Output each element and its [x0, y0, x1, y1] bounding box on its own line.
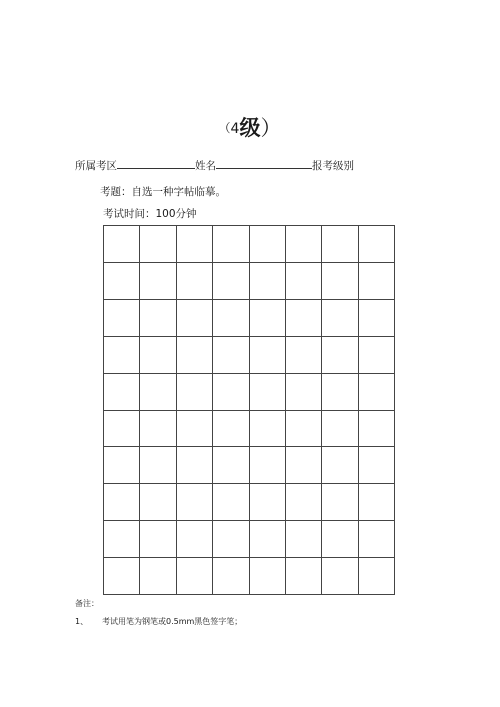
- grid-cell[interactable]: [286, 411, 322, 448]
- grid-cell[interactable]: [359, 521, 395, 558]
- grid-cell[interactable]: [286, 521, 322, 558]
- grid-cell[interactable]: [322, 521, 358, 558]
- name-label: 姓名: [195, 160, 216, 172]
- grid-cell[interactable]: [359, 447, 395, 484]
- grid-cell[interactable]: [213, 300, 249, 337]
- grid-cell[interactable]: [177, 374, 213, 411]
- grid-cell[interactable]: [177, 484, 213, 521]
- grid-cell[interactable]: [104, 337, 140, 374]
- grid-cell[interactable]: [177, 447, 213, 484]
- grid-cell[interactable]: [104, 226, 140, 263]
- grid-cell[interactable]: [177, 337, 213, 374]
- notes-label: 备注：: [75, 599, 99, 608]
- grid-cell[interactable]: [250, 558, 286, 595]
- note-text: 考试用笔为钢笔或0.5mm黑色签字笔；: [102, 617, 243, 626]
- grid-cell[interactable]: [213, 447, 249, 484]
- writing-grid: [103, 225, 395, 595]
- grid-cell[interactable]: [250, 411, 286, 448]
- grid-cell[interactable]: [322, 374, 358, 411]
- grid-cell[interactable]: [140, 411, 176, 448]
- grid-cell[interactable]: [359, 558, 395, 595]
- grid-cell[interactable]: [250, 337, 286, 374]
- title-grade-word: 级: [239, 116, 261, 140]
- grid-cell[interactable]: [177, 300, 213, 337]
- grid-cell[interactable]: [140, 263, 176, 300]
- grid-cell[interactable]: [322, 411, 358, 448]
- grid-cell[interactable]: [213, 263, 249, 300]
- grid-cell[interactable]: [322, 226, 358, 263]
- grid-cell[interactable]: [322, 300, 358, 337]
- grid-cell[interactable]: [359, 263, 395, 300]
- grid-cell[interactable]: [286, 447, 322, 484]
- grid-cell[interactable]: [104, 411, 140, 448]
- grid-cell[interactable]: [286, 263, 322, 300]
- grid-cell[interactable]: [140, 374, 176, 411]
- grid-cell[interactable]: [104, 300, 140, 337]
- grid-cell[interactable]: [250, 263, 286, 300]
- grid-cell[interactable]: [177, 411, 213, 448]
- note-index: 1、: [75, 617, 89, 626]
- grid-cell[interactable]: [140, 226, 176, 263]
- grid-cell[interactable]: [177, 521, 213, 558]
- grid-cell[interactable]: [250, 521, 286, 558]
- grid-cell[interactable]: [213, 374, 249, 411]
- grid-cell[interactable]: [213, 558, 249, 595]
- grid-cell[interactable]: [177, 558, 213, 595]
- title-paren-open: （: [218, 121, 231, 135]
- grid-cell[interactable]: [140, 558, 176, 595]
- title-paren-close: ）: [260, 116, 282, 140]
- grid-cell[interactable]: [322, 337, 358, 374]
- grid-cell[interactable]: [286, 337, 322, 374]
- name-blank-field[interactable]: [216, 158, 312, 169]
- grid-cell[interactable]: [104, 484, 140, 521]
- grid-cell[interactable]: [322, 447, 358, 484]
- title-level-number: 4: [230, 121, 240, 137]
- grid-cell[interactable]: [286, 226, 322, 263]
- grid-cell[interactable]: [250, 484, 286, 521]
- grid-cell[interactable]: [250, 374, 286, 411]
- grid-cell[interactable]: [104, 558, 140, 595]
- grid-cell[interactable]: [213, 521, 249, 558]
- grid-cell[interactable]: [286, 374, 322, 411]
- grid-cell[interactable]: [359, 411, 395, 448]
- grid-cell[interactable]: [250, 300, 286, 337]
- grid-cell[interactable]: [177, 263, 213, 300]
- grid-cell[interactable]: [104, 263, 140, 300]
- grid-cell[interactable]: [322, 558, 358, 595]
- grid-cell[interactable]: [286, 300, 322, 337]
- grid-cell[interactable]: [140, 300, 176, 337]
- grid-cell[interactable]: [213, 226, 249, 263]
- grid-cell[interactable]: [250, 226, 286, 263]
- grid-cell[interactable]: [359, 484, 395, 521]
- grid-cell[interactable]: [359, 300, 395, 337]
- region-label: 所属考区: [75, 160, 117, 172]
- grid-cell[interactable]: [104, 447, 140, 484]
- grid-cell[interactable]: [322, 484, 358, 521]
- grid-cell[interactable]: [286, 484, 322, 521]
- grid-cell[interactable]: [213, 411, 249, 448]
- grid-cell[interactable]: [359, 374, 395, 411]
- level-label: 报考级别: [312, 160, 354, 172]
- note-item: [75, 616, 242, 627]
- grid-cell[interactable]: [359, 226, 395, 263]
- grid-cell[interactable]: [140, 337, 176, 374]
- grid-cell[interactable]: [213, 484, 249, 521]
- exam-topic: 考题：自选一种字帖临摹。: [100, 186, 226, 198]
- grid-cell[interactable]: [177, 226, 213, 263]
- grid-cell[interactable]: [104, 374, 140, 411]
- page-title: [0, 112, 500, 142]
- region-blank-field[interactable]: [117, 158, 195, 169]
- grid-cell[interactable]: [140, 521, 176, 558]
- grid-cell[interactable]: [286, 558, 322, 595]
- grid-cell[interactable]: [140, 484, 176, 521]
- exam-time: 考试时间：100分钟: [103, 208, 197, 220]
- candidate-info-line: [75, 158, 354, 173]
- grid-cell[interactable]: [213, 337, 249, 374]
- grid-cell[interactable]: [104, 521, 140, 558]
- grid-cell[interactable]: [322, 263, 358, 300]
- grid-cell[interactable]: [250, 447, 286, 484]
- grid-cell[interactable]: [359, 337, 395, 374]
- grid-cell[interactable]: [140, 447, 176, 484]
